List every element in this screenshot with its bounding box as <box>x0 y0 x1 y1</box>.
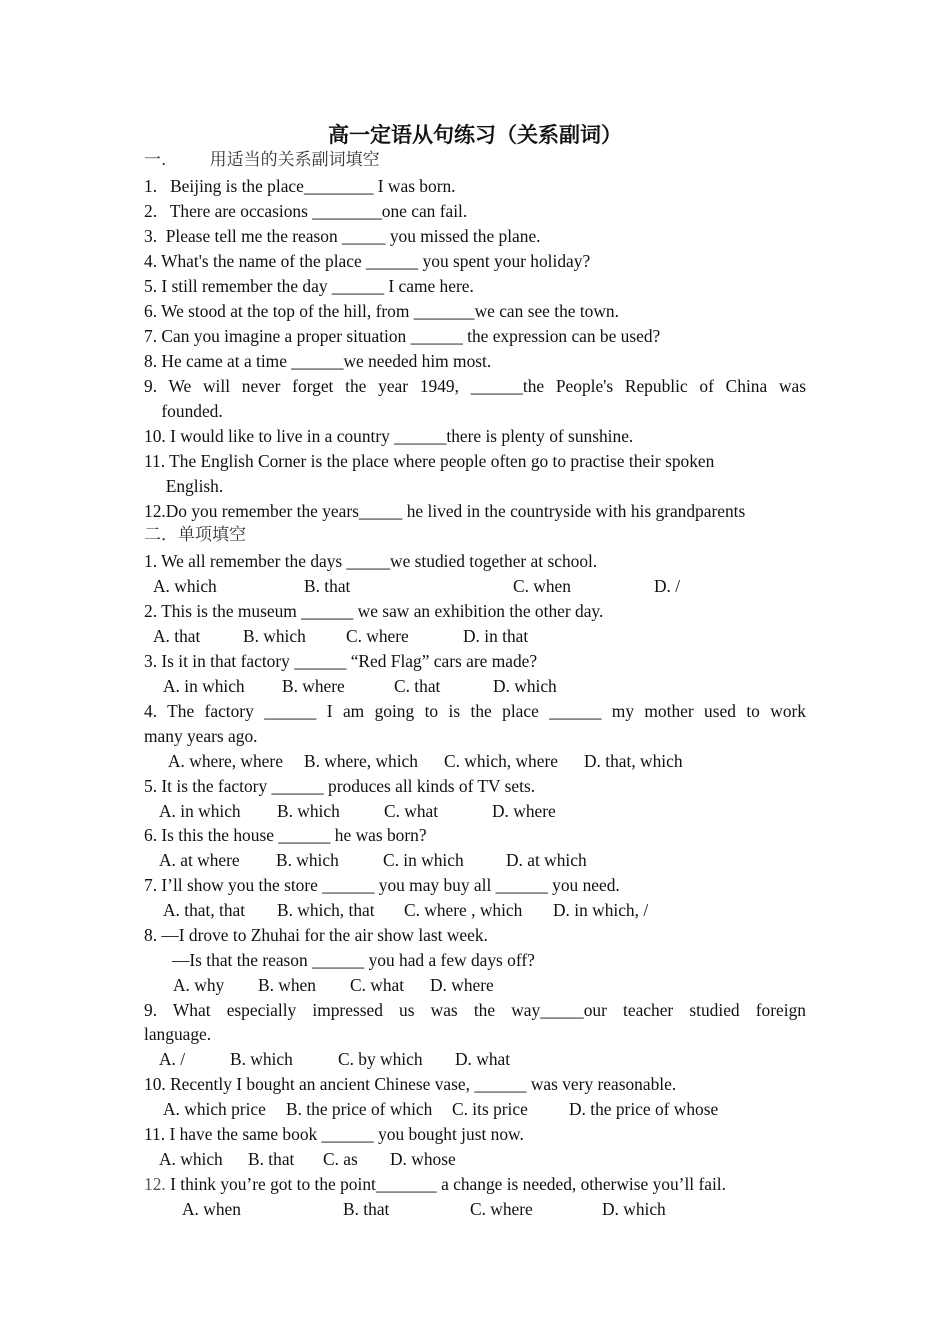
option-a: A. that <box>153 626 201 646</box>
question-stem: 9. What especially impressed us was the way_____our teacher studied foreign <box>144 1000 806 1020</box>
question-stem-continuation: language. <box>144 1024 212 1044</box>
option-a: A. in which <box>159 801 241 821</box>
option-c: C. what <box>384 801 439 821</box>
option-b: B. where, which <box>304 751 418 771</box>
option-a: A. which price <box>163 1099 266 1119</box>
fill-item: 5. I still remember the day ______ I came here. <box>144 276 474 296</box>
option-c: C. its price <box>452 1099 528 1119</box>
option-c: C. where <box>470 1199 533 1219</box>
fill-item-continuation: English. <box>144 476 224 496</box>
option-b: B. which <box>277 801 340 821</box>
option-a: A. where, where <box>168 751 283 771</box>
option-d: D. which <box>602 1199 666 1219</box>
question-stem: 1. We all remember the days _____we studied together at school. <box>144 551 598 571</box>
option-b: B. the price of which <box>286 1099 433 1119</box>
option-c: C. when <box>513 576 571 596</box>
fill-item: 8. He came at a time ______we needed him most. <box>144 351 492 371</box>
option-a: A. why <box>173 975 225 995</box>
option-b: B. that <box>304 576 351 596</box>
fill-item: 3. Please tell me the reason _____ you missed the plane. <box>144 226 541 246</box>
option-b: B. that <box>343 1199 390 1219</box>
question-stem: 4. The factory ______ I am going to is the place ______ my mother used to work <box>144 701 806 721</box>
option-d: D. that, which <box>584 751 683 771</box>
option-d: D. which <box>493 676 557 696</box>
option-a: A. which <box>159 1149 223 1169</box>
option-c: C. in which <box>383 850 464 870</box>
option-b: B. where <box>282 676 345 696</box>
fill-item: 11. The English Corner is the place where people often go to practise their spoken <box>144 451 715 471</box>
option-c: C. which, where <box>444 751 558 771</box>
question-number: 12. <box>144 1174 166 1194</box>
fill-item: 2. There are occasions ________one can fail. <box>144 201 468 221</box>
fill-item: 12.Do you remember the years_____ he lived in the countryside with his grandparents <box>144 501 746 521</box>
option-d: D. whose <box>390 1149 456 1169</box>
question-stem: 6. Is this the house ______ he was born? <box>144 825 427 845</box>
fill-item-continuation: founded. <box>144 401 223 421</box>
fill-item: 1. Beijing is the place________ I was born. <box>144 176 456 196</box>
option-d: D. in which, / <box>553 900 649 920</box>
section-heading-fill-in: 一. 用适当的关系副词填空 <box>144 150 380 170</box>
option-a: A. which <box>153 576 217 596</box>
option-c: C. that <box>394 676 441 696</box>
fill-item: 10. I would like to live in a country ______there is plenty of sunshine. <box>144 426 634 446</box>
question-text: I think you’re got to the point_______ a change is needed, otherwise you’ll fail. <box>165 1174 726 1194</box>
section-heading-multiple-choice: 二．单项填空 <box>144 525 246 545</box>
option-a: A. when <box>182 1199 241 1219</box>
option-c: C. by which <box>338 1049 423 1069</box>
option-d: D. / <box>654 576 681 596</box>
option-a: A. / <box>159 1049 186 1069</box>
fill-item: 4. What's the name of the place ______ you spent your holiday? <box>144 251 591 271</box>
option-a: A. in which <box>163 676 245 696</box>
question-stem-continuation: many years ago. <box>144 726 258 746</box>
fill-item: 9. We will never forget the year 1949, ______the People's Republic of China was <box>144 376 806 396</box>
question-stem: 10. Recently I bought an ancient Chinese vase, ______ was very reasonable. <box>144 1074 677 1094</box>
option-b: B. which <box>243 626 306 646</box>
question-stem-continuation: —Is that the reason ______ you had a few days off? <box>172 950 535 970</box>
option-c: C. as <box>323 1149 358 1169</box>
question-stem: 11. I have the same book ______ you bought just now. <box>144 1124 524 1144</box>
fill-item: 6. We stood at the top of the hill, from _______we can see the town. <box>144 301 619 321</box>
option-a: A. at where <box>159 850 240 870</box>
fill-item: 7. Can you imagine a proper situation ______ the expression can be used? <box>144 326 661 346</box>
option-d: D. the price of whose <box>569 1099 719 1119</box>
option-a: A. that, that <box>163 900 246 920</box>
option-c: C. what <box>350 975 405 995</box>
option-b: B. when <box>258 975 316 995</box>
option-d: D. what <box>455 1049 511 1069</box>
option-c: C. where , which <box>404 900 523 920</box>
option-d: D. where <box>492 801 556 821</box>
option-b: B. which <box>276 850 339 870</box>
option-b: B. that <box>248 1149 295 1169</box>
option-d: D. in that <box>463 626 529 646</box>
option-b: B. which, that <box>277 900 375 920</box>
option-d: D. where <box>430 975 494 995</box>
option-c: C. where <box>346 626 409 646</box>
question-stem: 8. —I drove to Zhuhai for the air show last week. <box>144 925 488 945</box>
question-stem <box>144 1172 806 1197</box>
option-b: B. which <box>230 1049 293 1069</box>
question-stem: 3. Is it in that factory ______ “Red Flag” cars are made? <box>144 651 538 671</box>
page-title: 高一定语从句练习（关系副词） <box>328 123 622 147</box>
option-d: D. at which <box>506 850 587 870</box>
question-stem: 2. This is the museum ______ we saw an exhibition the other day. <box>144 601 604 621</box>
question-stem: 5. It is the factory ______ produces all kinds of TV sets. <box>144 776 536 796</box>
question-stem: 7. I’ll show you the store ______ you may buy all ______ you need. <box>144 875 620 895</box>
